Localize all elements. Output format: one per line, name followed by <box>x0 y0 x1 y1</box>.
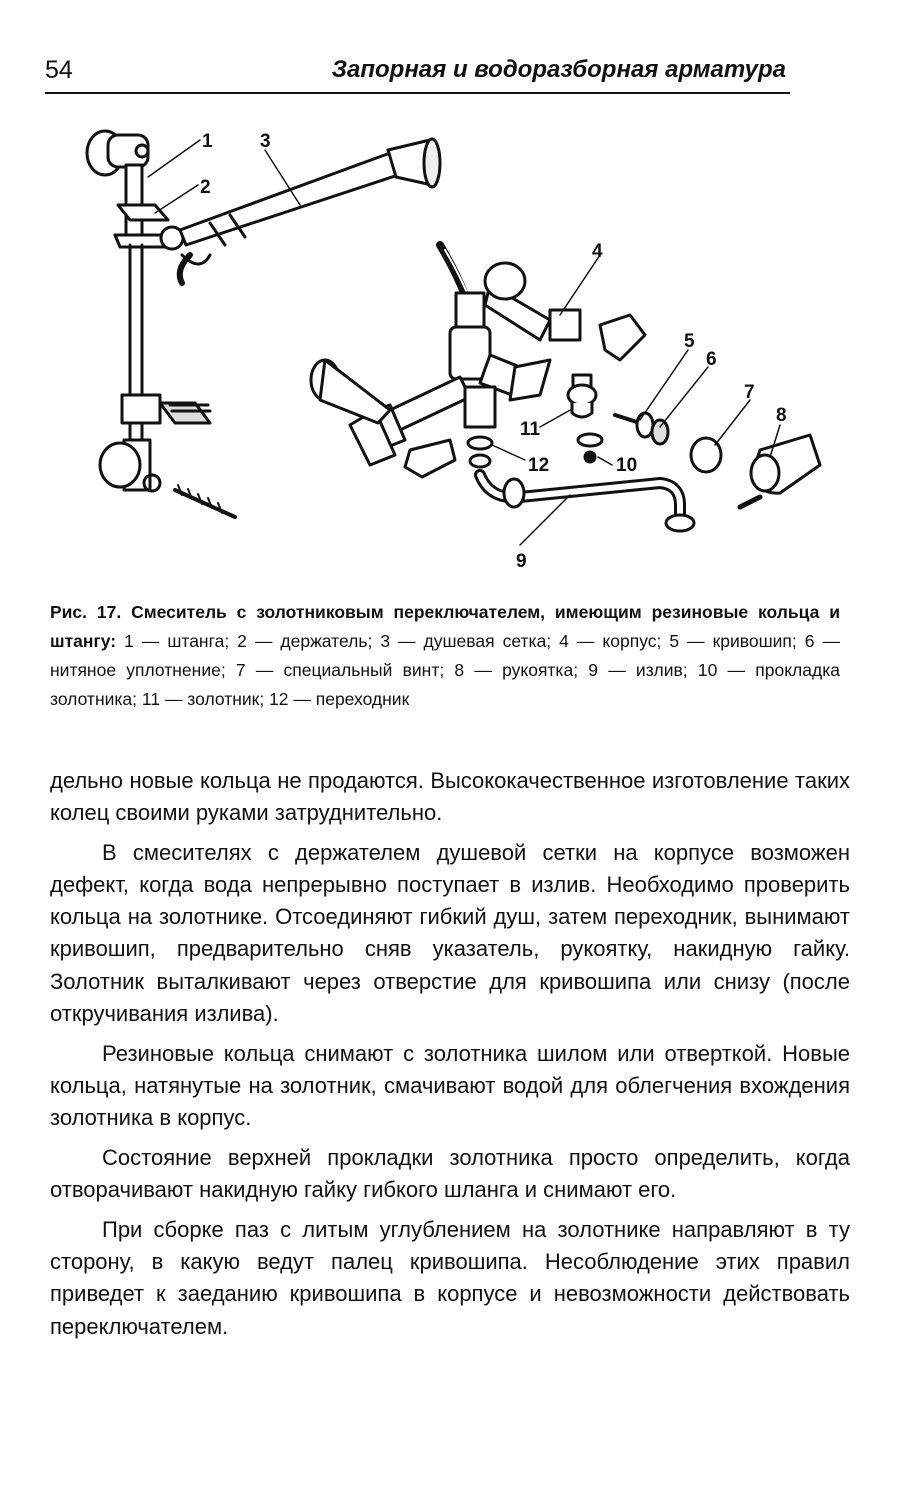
spout <box>480 475 694 531</box>
paragraph-4: Состояние верхней прокладки золотника просто определить, когда отворачивают накидную гайку гибкого шланга и снимают его. <box>50 1145 850 1203</box>
callout-4: 4 <box>592 241 603 262</box>
paragraph-1: дельно новые кольца не продаются. Высококачественное изготовление таких колец своими руками затруднительно. <box>50 768 850 826</box>
callout-11: 11 <box>520 419 541 440</box>
body-text <box>50 765 850 1351</box>
shower-head <box>161 139 440 283</box>
figure-caption <box>50 598 840 714</box>
callout-7: 7 <box>744 382 755 403</box>
callout-8: 8 <box>776 405 787 426</box>
mixer-exploded-drawing <box>60 105 840 585</box>
paragraph-5: При сборке паз с литым углублением на золотнике направляют в ту сторону, в какую ведут палец кривошипа. Несоблюдение этих правил приведет к заеданию кривошипа в корпусе и невозможности действовать переключателем. <box>50 1217 850 1339</box>
callout-5: 5 <box>684 331 695 352</box>
callout-12: 12 <box>528 455 550 476</box>
callout-2: 2 <box>200 177 211 198</box>
callout-10: 10 <box>616 455 638 476</box>
callout-3: 3 <box>260 131 271 152</box>
paragraph-3: Резиновые кольца снимают с золотника шилом или отверткой. Новые кольца, натянутые на золотник, смачивают водой для облегчения вхождения золотника в корпус. <box>50 1040 850 1130</box>
callout-6: 6 <box>706 349 717 370</box>
callout-1: 1 <box>202 131 213 152</box>
callout-9: 9 <box>516 551 527 572</box>
running-title: Запорная и водоразборная арматура <box>331 56 786 83</box>
caption-title: Рис. 17. Смеситель с золотниковым переключателем, имеющим резиновые кольца и штангу: <box>50 602 840 651</box>
figure-mixer-diagram <box>60 105 840 585</box>
shower-rod-assembly <box>87 131 235 517</box>
page-number: 54 <box>45 56 73 84</box>
page-header <box>45 52 790 94</box>
paragraph-2: В смесителях с держателем душевой сетки на корпусе возможен дефект, когда вода непрерывно поступает в излив. Необходимо проверить кольца на золотнике. Отсоединяют гибкий душ, затем переходник, вынимают кривошип, предварительно сняв указатель, рукоятку, накидную гайку. Золотник выталкивают через отверстие для кривошипа или снизу (после откручивания излива). <box>50 840 850 1026</box>
caption-legend: 1 — штанга; 2 — держатель; 3 — душевая сетка; 4 — корпус; 5 — кривошип; 6 — нитяное уплотнение; 7 — специальный винт; 8 — рукоятка; 9 — излив; 10 — прокладка золотника; 11 — золотник; 12 — переходник <box>50 631 840 709</box>
